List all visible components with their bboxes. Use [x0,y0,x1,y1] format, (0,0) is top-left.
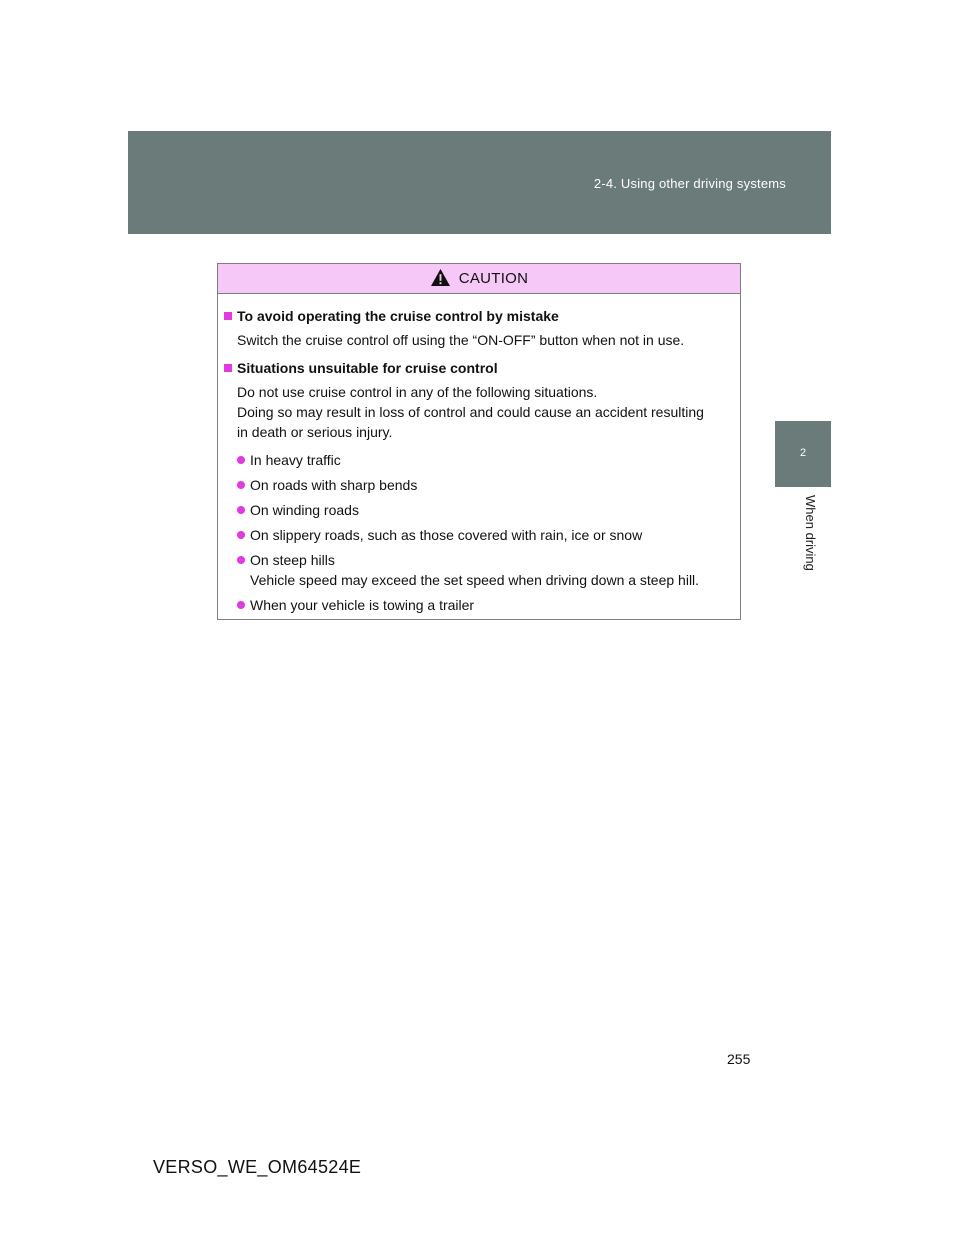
list-item-text: On slippery roads, such as those covered with rain, ice or snow [250,527,643,543]
caution-box [217,263,741,620]
list-item-text: In heavy traffic [250,452,341,468]
list-item-text: On steep hills [250,552,335,568]
list-item [237,450,734,470]
square-bullet-icon [224,364,232,372]
warning-triangle-icon [430,268,451,287]
list-item [237,595,734,615]
paragraph-line: Switch the cruise control off using the “ON-OFF” button when not in use. [237,332,685,348]
caution-header [218,264,740,294]
section-paragraph [224,330,734,350]
section-heading [224,358,734,378]
paragraph-line: Doing so may result in loss of control and could cause an accident resulting [237,404,704,420]
chapter-label: When driving [803,495,818,571]
chapter-number: 2 [799,447,807,459]
list-item [237,550,734,590]
page-number: 255 [727,1051,751,1067]
section-heading [224,306,734,326]
section-paragraph [224,382,734,442]
round-bullet-icon [237,481,245,489]
chapter-tab [775,421,831,487]
round-bullet-icon [237,556,245,564]
list-item-text: On winding roads [250,502,359,518]
list-item-text: When your vehicle is towing a trailer [250,597,475,613]
document-code: VERSO_WE_OM64524E [153,1157,362,1177]
list-item [237,500,734,520]
caution-body [218,294,740,615]
round-bullet-icon [237,531,245,539]
chapter-side [775,489,831,609]
list-item-subtext: Vehicle speed may exceed the set speed when driving down a steep hill. [250,572,700,588]
round-bullet-icon [237,456,245,464]
caution-title: CAUTION [458,270,529,287]
paragraph-line: in death or serious injury. [237,424,393,440]
section-title: 2-4. Using other driving systems [593,176,786,191]
square-bullet-icon [224,312,232,320]
section-heading-text: To avoid operating the cruise control by mistake [237,308,559,324]
header-bar [128,131,831,234]
list-item [237,475,734,495]
paragraph-line: Do not use cruise control in any of the following situations. [237,384,598,400]
situation-list [224,450,734,615]
section-heading-text: Situations unsuitable for cruise control [237,360,498,376]
round-bullet-icon [237,506,245,514]
list-item-text: On roads with sharp bends [250,477,418,493]
round-bullet-icon [237,601,245,609]
list-item [237,525,734,545]
